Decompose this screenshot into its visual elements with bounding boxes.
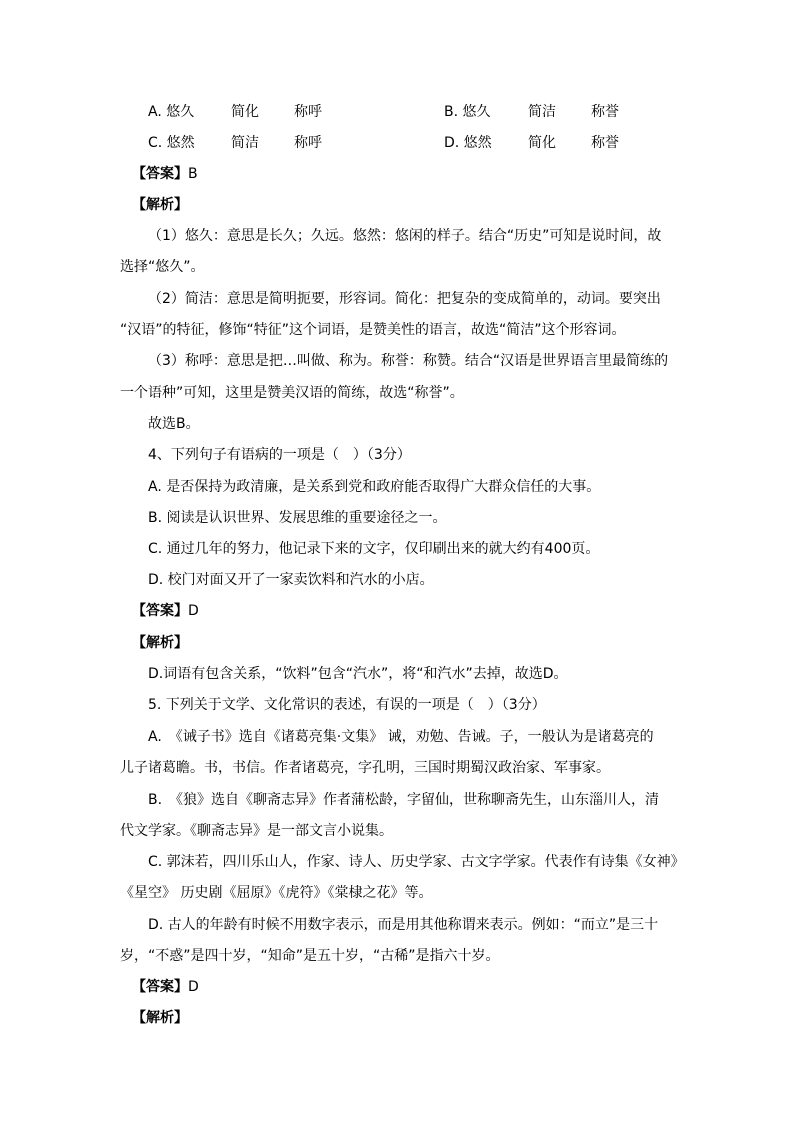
q3-answer: [132, 164, 198, 184]
option-b-word2: 简洁: [528, 104, 556, 120]
q4-option: B. 阅读是认识世界、发展思维的重要途径之一。: [148, 510, 447, 526]
option-d-word3: 称誉: [591, 135, 619, 151]
option-d-word1: D. 悠然: [444, 135, 492, 151]
option-a-word3: 称呼: [294, 104, 322, 120]
q5-option-line: 《星空》 历史剧《屈原》《虎符》《棠棣之花》等。: [120, 885, 433, 901]
option-a-word2: 简化: [231, 104, 259, 120]
q5-option-line: B. 《狼》选自《聊斋志异》作者蒲松龄，字留仙，世称聊斋先生，山东淄川人，清: [148, 792, 660, 808]
option-c-word2: 简洁: [231, 135, 259, 151]
q5-option-line: 儿子诸葛瞻。书，书信。作者诸葛亮，字孔明，三国时期蜀汉政治家、军事家。: [120, 760, 610, 776]
answer-value: D: [188, 979, 199, 995]
q3-analysis-label: 【解析】: [132, 197, 188, 213]
q5-option-line: 岁，“不惑”是四十岁，“知命”是五十岁，“古稀”是指六十岁。: [120, 948, 500, 964]
q4-stem: 4、下列句子有语病的一项是（ ）（3分）: [148, 447, 411, 463]
q5-stem: 5. 下列关于文学、文化常识的表述，有误的一项是（ ）（3分）: [148, 697, 546, 713]
answer-label: 【答案】: [132, 166, 188, 182]
q4-analysis-label: 【解析】: [132, 635, 188, 651]
q5-option-line: A. 《诫子书》选自《诸葛亮集·文集》 诫，劝勉、告诫。子，一般认为是诸葛亮的: [148, 729, 654, 745]
q3-analysis-line: （3）称呼：意思是把…叫做、称为。称誉：称赞。结合“汉语是世界语言里最简练的: [148, 353, 669, 369]
q5-option-line: D. 古人的年龄有时候不用数字表示，而是用其他称谓来表示。例如：“而立”是三十: [148, 917, 659, 933]
q4-answer: [132, 601, 199, 621]
q5-option-line: C. 郭沫若，四川乐山人，作家、诗人、历史学家、古文字学家。代表作有诗集《女神》: [148, 854, 685, 870]
q4-analysis: D.词语有包含关系，“饮料”包含“汽水”，将“和汽水”去掉，故选D。: [148, 666, 568, 682]
option-d-word2: 简化: [528, 135, 556, 151]
option-b-word1: B. 悠久: [444, 104, 491, 120]
answer-value: B: [188, 166, 198, 182]
q5-analysis-label: 【解析】: [132, 1010, 188, 1026]
q5-answer: [132, 977, 199, 997]
q3-analysis-line: （1）悠久：意思是长久；久远。悠然：悠闲的样子。结合“历史”可知是说时间，故: [148, 228, 662, 244]
answer-label: 【答案】: [132, 979, 188, 995]
q3-analysis-line: “汉语”的特征，修饰“特征”这个词语，是赞美性的语言，故选“简洁”这个形容词。: [120, 322, 626, 338]
q3-analysis-line: （2）简洁：意思是简明扼要，形容词。简化：把复杂的变成简单的，动词。要突出: [148, 291, 661, 307]
q4-option: D. 校门对面又开了一家卖饮料和汽水的小店。: [148, 572, 434, 588]
q4-option: C. 通过几年的努力，他记录下来的文字，仅印刷出来的就大约有400页。: [148, 541, 600, 557]
q3-analysis-line: 选择“悠久”。: [120, 259, 205, 275]
q3-analysis-line: 故选B。: [148, 416, 200, 432]
option-c-word3: 称呼: [294, 135, 322, 151]
q3-analysis-line: 一个语种”可知，这里是赞美汉语的简练，故选“称誉”。: [120, 385, 464, 401]
q4-option: A. 是否保持为政清廉，是关系到党和政府能否取得广大群众信任的大事。: [148, 479, 601, 495]
answer-label: 【答案】: [132, 603, 188, 619]
option-b-word3: 称誉: [591, 104, 619, 120]
q5-option-line: 代文学家。《聊斋志异》是一部文言小说集。: [120, 823, 393, 839]
option-c-word1: C. 悠然: [148, 135, 195, 151]
option-a-word1: A. 悠久: [148, 104, 195, 120]
answer-value: D: [188, 603, 199, 619]
